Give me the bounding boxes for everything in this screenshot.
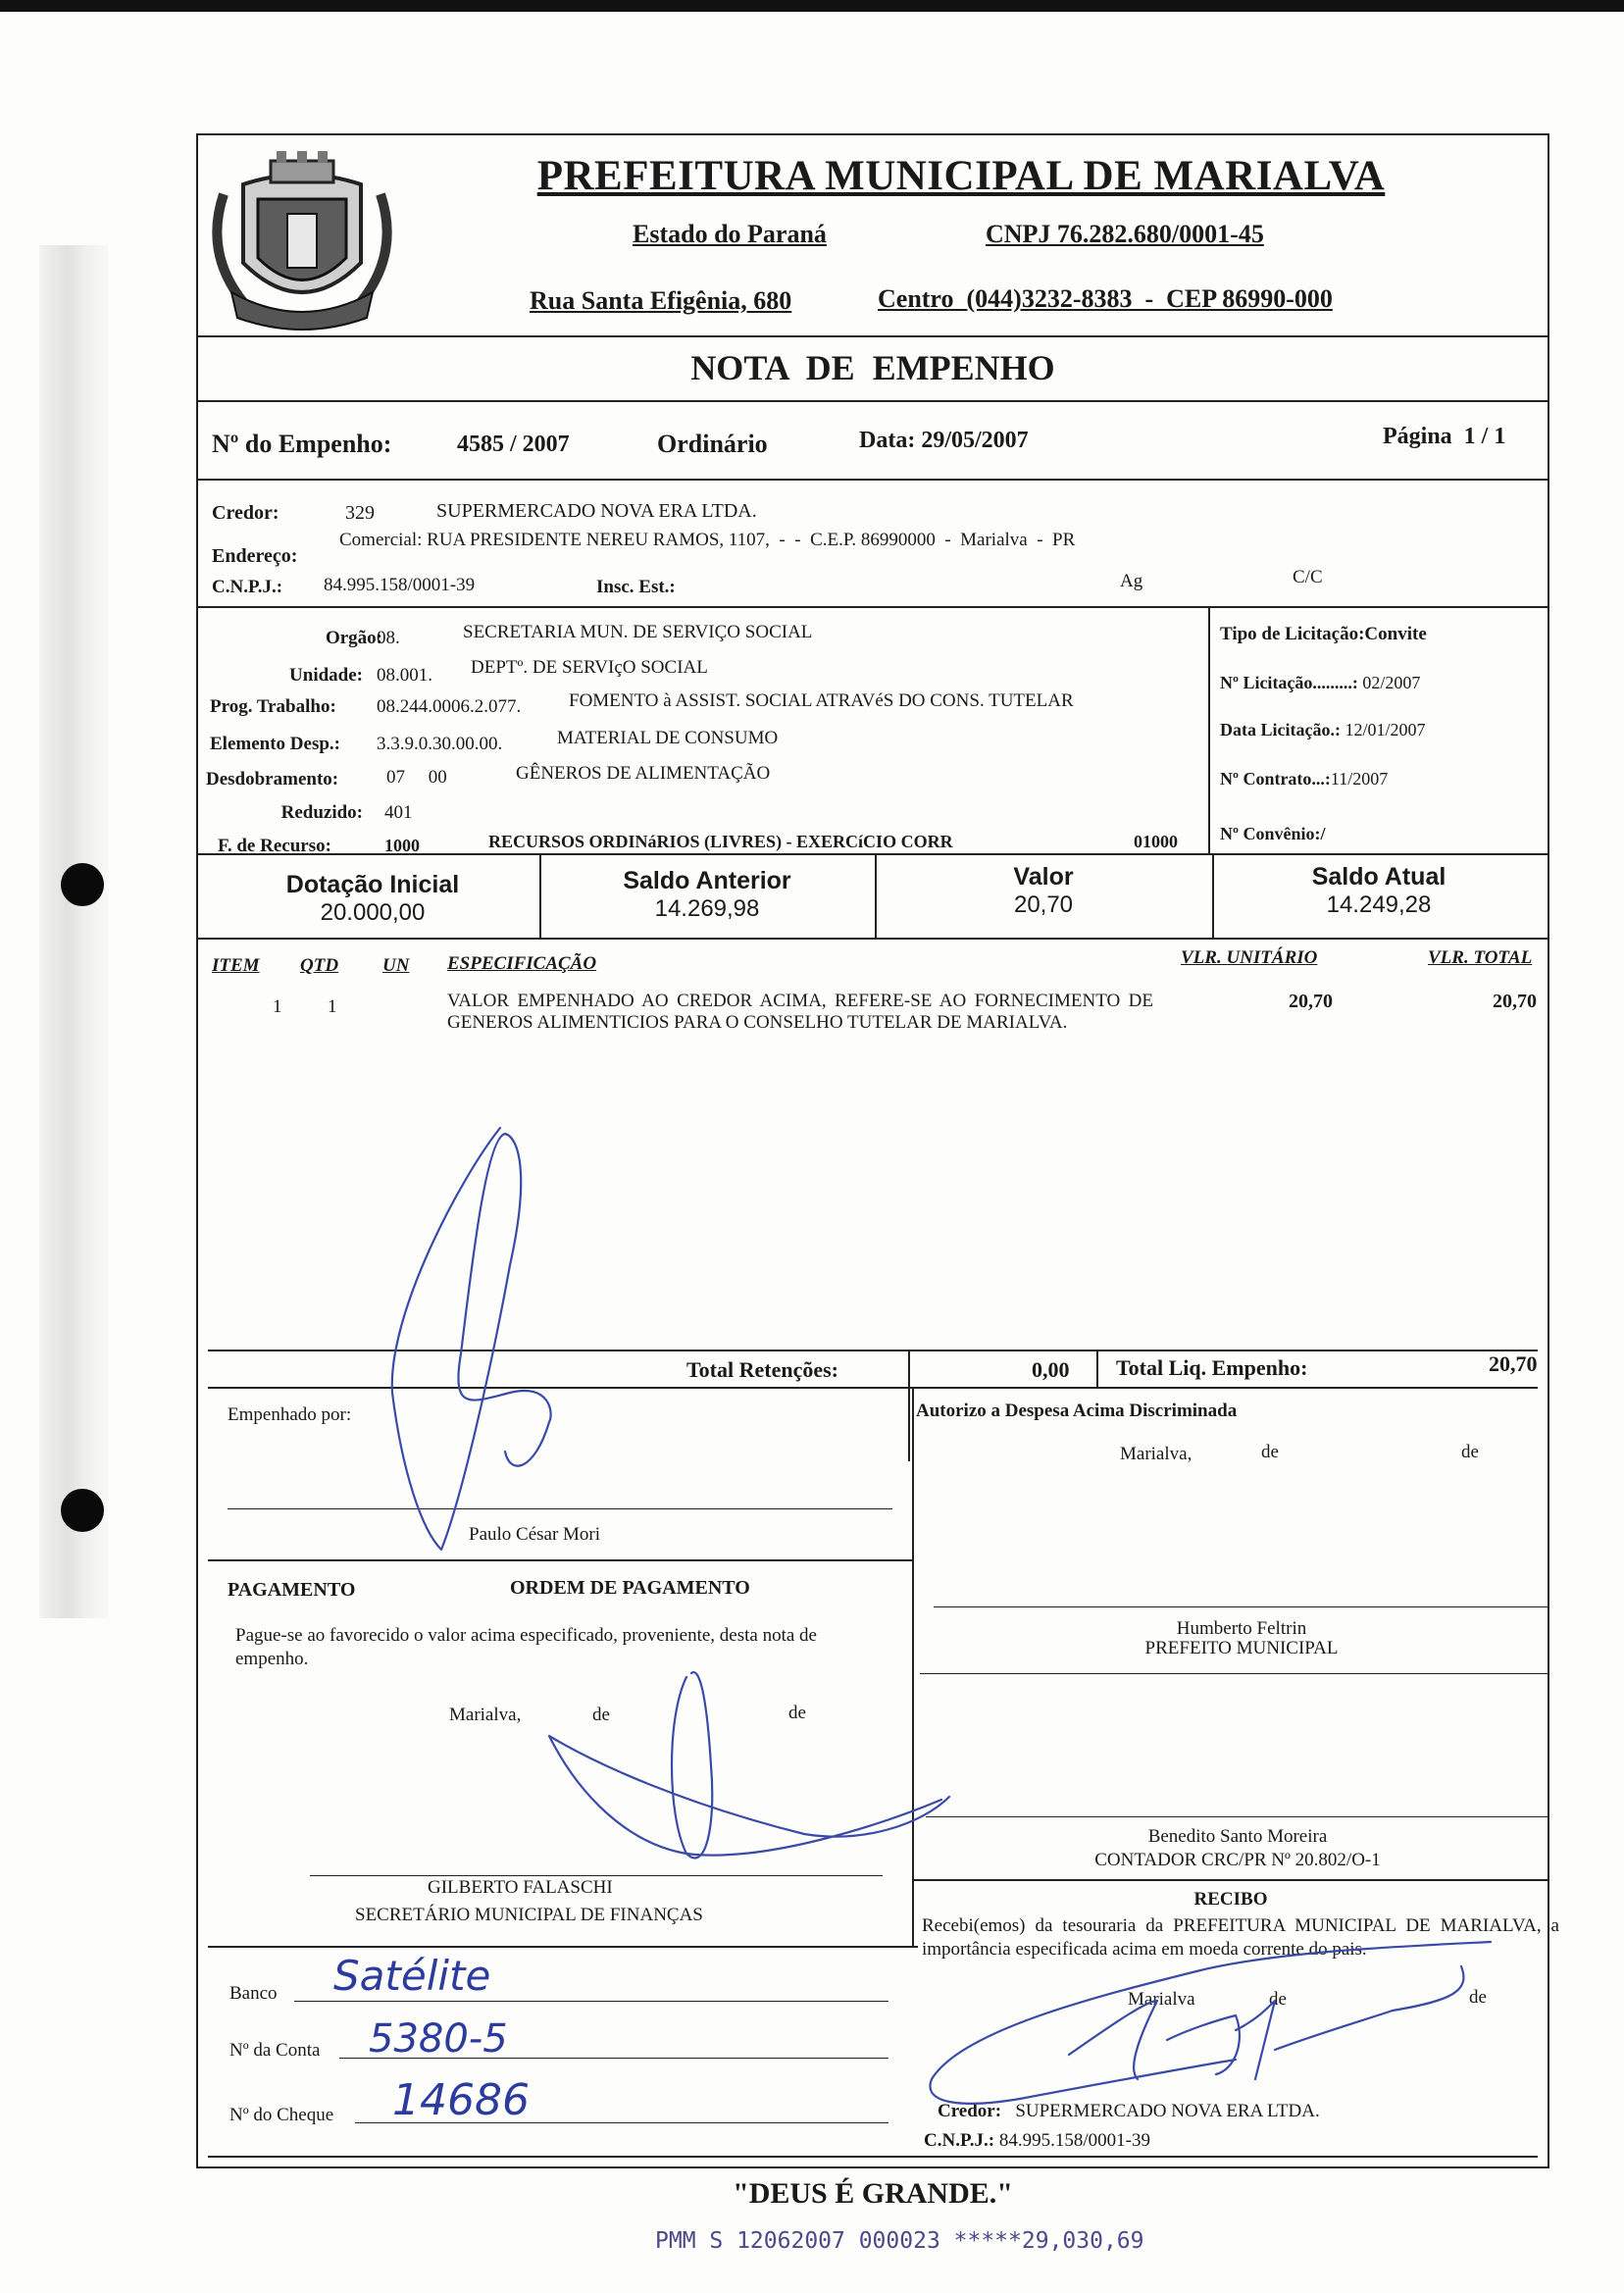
col-especificacao: ESPECIFICAÇÃO xyxy=(447,953,597,974)
credor-code: 329 xyxy=(345,502,375,524)
pagamento-de-2: de xyxy=(788,1703,806,1723)
cnpj-label: C.N.P.J.: xyxy=(212,577,283,597)
autorizo-de-2: de xyxy=(1461,1442,1479,1462)
col-qtd: QTD xyxy=(300,955,339,976)
total-liq-label: Total Liq. Empenho: xyxy=(1116,1355,1308,1380)
banco-label: Banco xyxy=(229,1983,278,2004)
empenhado-por-name: Paulo César Mori xyxy=(469,1524,601,1545)
licitacao-date: Data Licitação.: 12/01/2007 xyxy=(1220,720,1426,739)
credor-label: Credor: xyxy=(212,502,279,524)
total-liq: 20,70 xyxy=(1489,1351,1538,1376)
balance-valor: Valor 20,70 xyxy=(1013,863,1074,918)
total-retencoes: 0,00 xyxy=(1032,1357,1070,1382)
recibo-credor: Credor: SUPERMERCADO NOVA ERA LTDA. xyxy=(938,2101,1320,2121)
elemento-desc: MATERIAL DE CONSUMO xyxy=(557,728,779,748)
conta-label: Nº da Conta xyxy=(229,2040,321,2061)
recurso-desc: RECURSOS ORDINáRIOS (LIVRES) - EXERCíCIO CORR xyxy=(488,832,953,851)
credor-name: SUPERMERCADO NOVA ERA LTDA. xyxy=(436,500,757,522)
empenho-date: Data: 29/05/2007 xyxy=(859,428,1029,453)
unidade-desc: DEPTº. DE SERVIçO SOCIAL xyxy=(471,657,708,678)
col-un: UN xyxy=(382,955,410,976)
pagamento-text: Pague-se ao favorecido o valor acima especificado, proveniente, desta nota de empenho. xyxy=(235,1625,817,1669)
street-address: Rua Santa Efigênia, 680 xyxy=(530,286,792,315)
desdobramento-label: Desdobramento: xyxy=(206,769,339,790)
agency-label: Ag xyxy=(1120,571,1143,591)
col-vlr-unitario: VLR. UNITÁRIO xyxy=(1181,947,1318,968)
pagamento-place: Marialva, xyxy=(449,1705,522,1725)
col-item: ITEM xyxy=(212,955,260,976)
unidade-code: 08.001. xyxy=(377,665,432,686)
elemento-label: Elemento Desp.: xyxy=(210,734,340,754)
orgao-desc: SECRETARIA MUN. DE SERVIÇO SOCIAL xyxy=(463,622,813,642)
banco-value: Satélite xyxy=(333,1952,491,2000)
balance-saldo-anterior: Saldo Anterior 14.269,98 xyxy=(623,867,791,922)
prefeitura-cnpj: CNPJ 76.282.680/0001-45 xyxy=(986,220,1264,248)
pagamento-label: PAGAMENTO xyxy=(228,1579,356,1601)
recibo-de-1: de xyxy=(1269,1989,1287,2010)
balance-saldo-atual: Saldo Atual 14.249,28 xyxy=(1311,863,1446,918)
recibo-title: RECIBO xyxy=(1193,1889,1268,1910)
item-number: 1 xyxy=(273,996,282,1017)
pagamento-de-1: de xyxy=(592,1705,610,1725)
item-unit-value: 20,70 xyxy=(1289,991,1333,1012)
recurso-number: 01000 xyxy=(1134,832,1178,851)
orgao-label: Orgão: xyxy=(325,628,382,648)
cheque-label: Nº do Cheque xyxy=(229,2105,334,2125)
page-number: Página 1 / 1 xyxy=(1383,424,1506,449)
desdobramento-code: 07 00 xyxy=(386,767,447,788)
document-title: NOTA DE EMPENHO xyxy=(690,348,1055,387)
item-qty: 1 xyxy=(328,996,337,1017)
empenhado-por-label: Empenhado por: xyxy=(228,1404,352,1425)
credor-address: Comercial: RUA PRESIDENTE NEREU RAMOS, 1107, - - C.E.P. 86990000 - Marialva - PR xyxy=(339,530,1076,550)
autorizo-de-1: de xyxy=(1261,1442,1279,1462)
credor-cnpj: 84.995.158/0001-39 xyxy=(324,575,476,595)
reduzido-code: 401 xyxy=(384,802,413,823)
tipo-licitacao: Tipo de Licitação:Convite xyxy=(1220,624,1427,644)
reduzido-label: Reduzido: xyxy=(280,802,363,823)
empenho-number: 4585 / 2007 xyxy=(457,432,570,457)
address-label: Endereço: xyxy=(212,545,298,567)
signature-paulo-cesar-mori xyxy=(392,1128,551,1550)
col-vlr-total: VLR. TOTAL xyxy=(1428,947,1533,968)
licitacao-number: Nº Licitação.........: 02/2007 xyxy=(1220,673,1421,692)
convenio-number: Nº Convênio:/ xyxy=(1220,824,1326,843)
total-retencoes-label: Total Retenções: xyxy=(686,1357,838,1382)
state-name: Estado do Paraná xyxy=(633,220,827,248)
signature-recibo xyxy=(930,1942,1491,2104)
contrato-number: Nº Contrato...:11/2007 xyxy=(1220,769,1389,789)
recurso-label: F. de Recurso: xyxy=(218,836,331,856)
signature-gilberto-falaschi xyxy=(549,1672,949,1858)
account-label: C/C xyxy=(1293,567,1323,587)
bank-stamp: PMM S 12062007 000023 *****29,030,69 xyxy=(655,2228,1144,2254)
empenho-type: Ordinário xyxy=(657,430,768,458)
secretario-name: GILBERTO FALASCHI xyxy=(428,1877,613,1898)
contador-name: Benedito Santo Moreira xyxy=(1147,1826,1328,1847)
orgao-code: 08. xyxy=(377,628,400,648)
desdobramento-desc: GÊNEROS DE ALIMENTAÇÃO xyxy=(516,763,771,784)
prog-trabalho-label: Prog. Trabalho: xyxy=(210,696,336,717)
empenho-number-label: Nº do Empenho: xyxy=(212,430,392,458)
recibo-text: Recebi(emos) da tesouraria da PREFEITURA MUNICIPAL DE MARIALVA, a importância especificada acima em moeda corrente do pais. xyxy=(922,1915,1559,1960)
insc-est-label: Insc. Est.: xyxy=(596,577,676,597)
secretario-title: SECRETÁRIO MUNICIPAL DE FINANÇAS xyxy=(355,1905,703,1925)
prog-trabalho-code: 08.244.0006.2.077. xyxy=(377,696,522,717)
cheque-value: 14686 xyxy=(392,2075,530,2125)
contador-title: CONTADOR CRC/PR Nº 20.802/O-1 xyxy=(1094,1850,1381,1870)
recibo-cnpj: C.N.P.J.: 84.995.158/0001-39 xyxy=(924,2130,1150,2151)
recibo-place: Marialva xyxy=(1128,1989,1195,2010)
recurso-code: 1000 xyxy=(384,836,420,855)
item-total-value: 20,70 xyxy=(1493,991,1537,1012)
unidade-label: Unidade: xyxy=(289,665,363,686)
elemento-code: 3.3.9.0.30.00.00. xyxy=(377,734,503,754)
prog-trabalho-desc: FOMENTO à ASSIST. SOCIAL ATRAVéS DO CONS. TUTELAR xyxy=(569,690,1074,711)
prefeito-name: Humberto Feltrin xyxy=(1176,1618,1307,1639)
recibo-de-2: de xyxy=(1469,1987,1487,2008)
contact-line: Centro (044)3232-8383 - CEP 86990-000 xyxy=(878,284,1333,313)
conta-value: 5380-5 xyxy=(369,2016,508,2062)
item-specification: VALOR EMPENHADO AO CREDOR ACIMA, REFERE-SE AO FORNECIMENTO DE GENEROS ALIMENTICIOS PARA O CONSELHO TUTELAR DE MARIALVA. xyxy=(447,991,1153,1033)
balance-dotacao: Dotação Inicial 20.000,00 xyxy=(285,871,460,926)
ordem-pagamento-title: ORDEM DE PAGAMENTO xyxy=(510,1577,750,1599)
page-title: PREFEITURA MUNICIPAL DE MARIALVA xyxy=(536,153,1386,199)
autorizo-place: Marialva, xyxy=(1120,1444,1193,1464)
autorizo-title: Autorizo a Despesa Acima Discriminada xyxy=(916,1401,1238,1421)
footer-motto: "DEUS É GRANDE." xyxy=(733,2177,1013,2210)
prefeito-title: PREFEITO MUNICIPAL xyxy=(1144,1638,1339,1658)
